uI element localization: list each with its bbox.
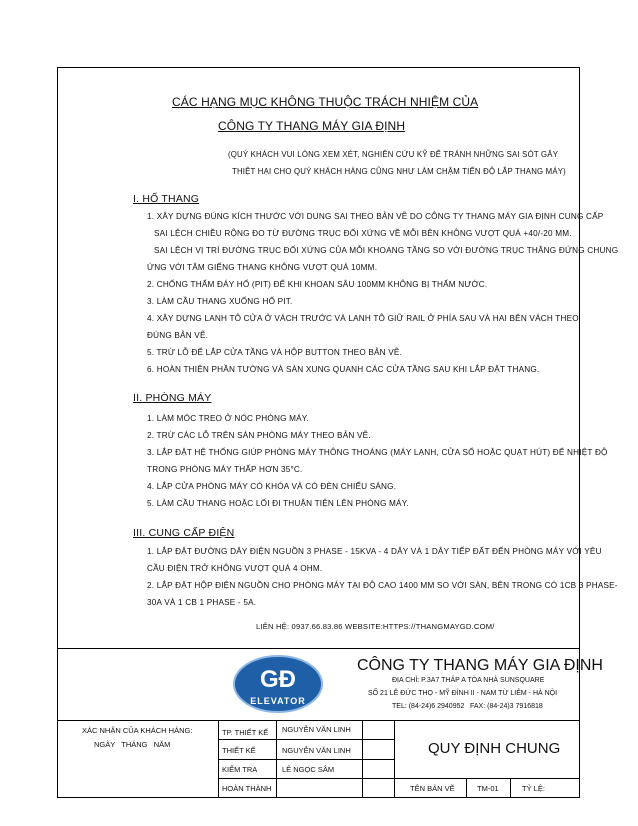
grid-line	[218, 759, 394, 760]
section-2-line: 2. TRỪ CÁC LỖ TRÊN SÀN PHÒNG MÁY THEO BẢN VẼ.	[147, 431, 371, 440]
row-role: THIẾT KẾ	[222, 746, 256, 755]
customer-confirm-label: XÁC NHẬN CỦA KHÁCH HÀNG:	[82, 726, 193, 735]
section-1-line: 3. LÀM CẦU THANG XUỐNG HỐ PIT.	[147, 297, 293, 306]
company-phone: TEL: (84-24)6 2940952	[392, 703, 465, 710]
title-line-2: CÔNG TY THANG MÁY GIA ĐỊNH	[218, 119, 406, 133]
date-label: NGÀY THÁNG NĂM	[94, 740, 171, 749]
section-heading-1: I. HỐ THANG	[133, 193, 200, 205]
section-2-line: 4. LẮP CỬA PHÒNG MÁY CÓ KHÓA VÀ CÓ ĐÈN CHIẾU SÁNG.	[147, 482, 397, 491]
section-heading-3: III. CUNG CẤP ĐIỆN	[133, 527, 235, 539]
grid-line	[510, 778, 511, 798]
section-1-line: 2. CHỐNG THẤM ĐÁY HỐ (PIT) ĐỂ KHI KHOAN SÂU 100MM KHÔNG BỊ THẤM NƯỚC.	[147, 280, 488, 289]
section-3-line: 30A VÀ 1 CB 1 PHASE - 5A.	[147, 598, 257, 607]
grid-line	[218, 778, 580, 779]
logo-text: ELEVATOR	[250, 696, 306, 706]
logo-icon	[232, 654, 324, 714]
section-1-line: 6. HOÀN THIỆN PHẦN TƯỜNG VÀ SÀN XUNG QUANH CÁC CỬA TẦNG SAU KHI LẮP ĐẶT THANG.	[147, 365, 540, 374]
section-3-line: CẦU ĐIỆN TRỞ KHÔNG VƯỢT QUÁ 4 OHM.	[147, 564, 323, 573]
company-fax: FAX: (84-24)3 7916818	[470, 703, 543, 710]
note-line-1: (QUÝ KHÁCH VUI LÒNG XEM XÉT, NGHIÊN CỨU KỸ ĐỂ TRÁNH NHỮNG SAI SÓT GÂY	[228, 150, 559, 159]
section-3-line: 1. LẮP ĐẶT ĐƯỜNG DÂY ĐIỆN NGUỒN 3 PHASE - 15KVA - 4 DÂY VÀ 1 DÂY TIẾP ĐẤT ĐẾN PHÒNG MÁY VỚI YÊU	[147, 547, 602, 556]
company-address-1: ĐỊA CHỈ: P.3A7 THÁP A TÒA NHÀ SUNSQUARE	[392, 677, 545, 684]
contact-line: LIÊN HỆ: 0937.66.83.86 WEBSITE:HTTPS://THANGMAYGD.COM/	[256, 622, 495, 631]
section-1-line: ỨNG VỚI TÂM GIẾNG THANG KHÔNG VƯỢT QUÁ 10MM.	[147, 263, 378, 272]
title-block-top-border	[57, 648, 580, 649]
row-role: TP. THIẾT KẾ	[222, 728, 269, 737]
drawing-title: QUY ĐỊNH CHUNG	[428, 740, 561, 757]
grid-line	[466, 778, 467, 798]
section-1-line: 1. XÂY DỰNG ĐÚNG KÍCH THƯỚC VỚI DUNG SAI THEO BẢN VẼ DO CÔNG TY THANG MÁY GIA ĐỊNH CUNG CẤP	[147, 212, 604, 221]
row-role: KIỂM TRA	[222, 765, 258, 774]
section-heading-2: II. PHÒNG MÁY	[133, 392, 212, 404]
drawing-name-label: TÊN BẢN VẼ	[410, 784, 455, 793]
drawing-code: TM-01	[477, 784, 499, 793]
section-2-line: 1. LÀM MÓC TREO Ở NÓC PHÒNG MÁY.	[147, 414, 309, 423]
section-1-line: ĐÚNG BẢN VẼ.	[147, 331, 209, 340]
row-name: LÊ NGỌC SÂM	[282, 765, 335, 774]
grid-line	[394, 720, 395, 798]
section-1-line: SAI LỆCH VỊ TRÍ ĐƯỜNG TRỤC ĐỐI XỨNG CỦA MỖI KHOANG TẦNG SO VỚI ĐƯỜNG TRỤC THẲNG ĐỨNG CHUNG	[154, 246, 619, 255]
row-name: NGUYỄN VĂN LINH	[282, 746, 351, 755]
title-line-1: CÁC HẠNG MỤC KHÔNG THUỘC TRÁCH NHIỆM CỦA	[172, 95, 479, 109]
title-block-divider	[57, 720, 580, 721]
section-1-line: 5. TRỪ LỖ ĐỂ LẮP CỬA TẦNG VÀ HỘP BUTTON THEO BẢN VẼ.	[147, 348, 403, 357]
section-3-line: 2. LẮP ĐẶT HỘP ĐIỆN NGUỒN CHO PHÒNG MÁY TẠI ĐỘ CAO 1400 MM SO VỚI SÀN, BÊN TRONG CÓ 1CB 3 PHASE-	[147, 581, 618, 590]
note-line-2: THIỆT HẠI CHO QUÝ KHÁCH HÀNG CŨNG NHƯ LÀM CHẬM TIẾN ĐỘ LẮP THANG MÁY)	[232, 167, 566, 176]
scale-label: TỶ LỆ:	[522, 784, 545, 793]
logo-letters: GĐ	[260, 666, 296, 693]
row-role: HOÀN THÀNH	[222, 784, 272, 793]
section-1-line: 4. XÂY DỰNG LANH TÔ CỬA Ở VÁCH TRƯỚC VÀ LANH TÔ GIỮ RAIL Ở PHÍA SAU VÀ HAI BÊN VÁCH THEO	[147, 314, 579, 323]
company-name: CÔNG TY THANG MÁY GIA ĐỊNH	[357, 657, 603, 674]
company-logo	[232, 654, 324, 714]
grid-line	[218, 739, 394, 740]
row-name: NGUYỄN VĂN LINH	[282, 725, 351, 734]
section-2-line: 5. LÀM CẦU THANG HOẶC LỐI ĐI THUẬN TIỆN LÊN PHÒNG MÁY.	[147, 499, 409, 508]
section-2-line: TRONG PHÒNG MÁY THẤP HƠN 35°C.	[147, 465, 303, 474]
section-2-line: 3. LẮP ĐẶT HỆ THỐNG GIÚP PHÒNG MÁY THÔNG THOÁNG (MÁY LẠNH, CỬA SỔ HOẶC QUẠT HÚT) ĐỂ NHIỆT ĐỘ	[147, 448, 608, 457]
section-1-line: SAI LỆCH CHIỀU RỘNG ĐO TỪ ĐƯỜNG TRỤC ĐỐI XỨNG VỀ MỖI BÊN KHÔNG VƯỢT QUÁ +40/-20 MM.	[154, 229, 572, 238]
company-address-2: SỐ 21 LÊ ĐỨC THỌ - MỸ ĐÌNH II - NAM TỪ LIÊM - HÀ NỘI	[368, 690, 558, 697]
